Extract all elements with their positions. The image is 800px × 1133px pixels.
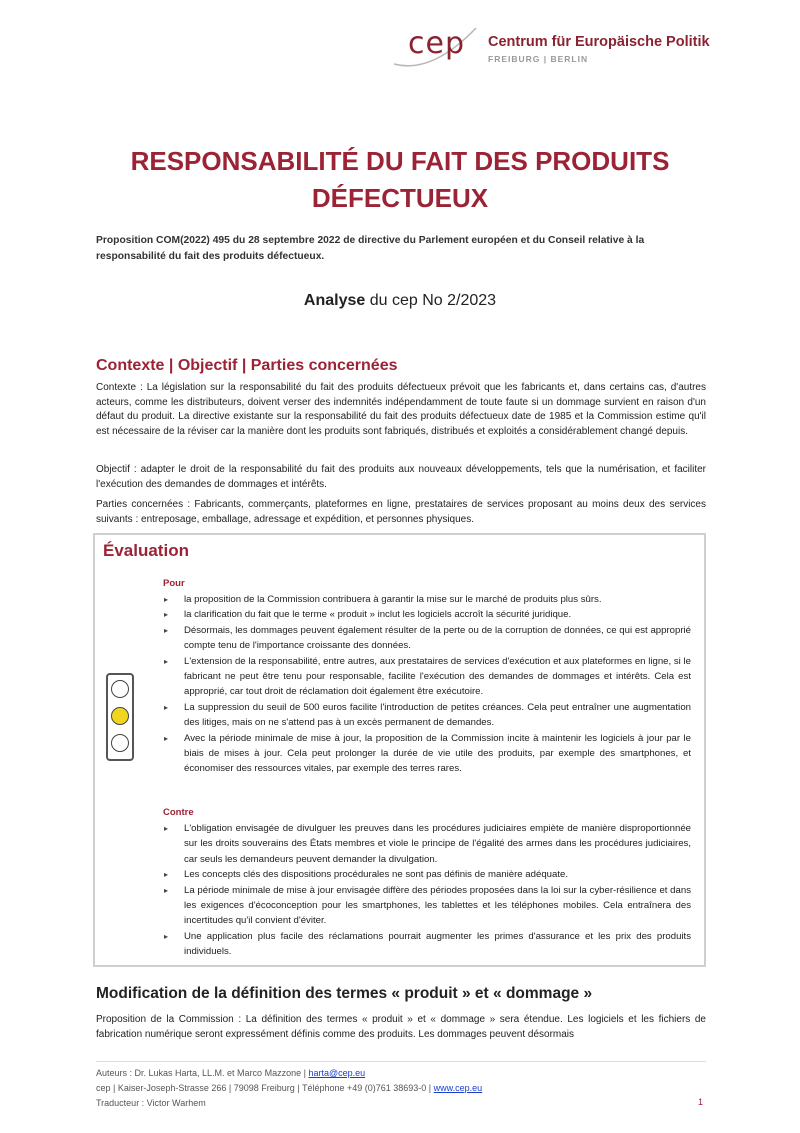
logo-word: cep	[408, 26, 465, 61]
analysis-rest: du cep No 2/2023	[365, 292, 497, 309]
page-number: 1	[698, 1097, 704, 1107]
bullet-icon: ▸	[164, 870, 169, 880]
footer	[96, 1066, 706, 1111]
bullet-icon: ▸	[164, 610, 169, 620]
org-name: Centrum für Europäische Politik	[488, 34, 710, 50]
traffic-light-icon	[106, 673, 134, 761]
bullet-icon: ▸	[164, 885, 169, 895]
footer-divider	[96, 1061, 706, 1062]
title-line-1: RESPONSABILITÉ DU FAIT DES PRODUITS	[130, 146, 670, 176]
proposal-reference: Proposition COM(2022) 495 du 28 septembre 2022 de directive du Parlement européen et du Conseil relative à la responsabilité du fait des produits défectueux.	[96, 235, 645, 262]
list-item: ▸ Une application plus facile des réclamations pourrait augmenter les primes d'assurance et les prix des produits individuels.	[164, 930, 691, 958]
list-item: ▸ la proposition de la Commission contribuera à garantir la mise sur le marché de produits plus sûrs.	[163, 592, 691, 607]
list-item: ▸ Les concepts clés des dispositions procédurales ne sont pas définis de manière adéquate.	[163, 867, 691, 882]
author-email-link[interactable]: harta@cep.eu	[308, 1068, 366, 1078]
modification-heading: Modification de la définition des termes « produit » et « dommage »	[96, 985, 593, 1002]
analysis-number	[0, 292, 800, 310]
traffic-light-top	[111, 680, 129, 698]
traffic-light-bottom	[111, 734, 129, 752]
bullet-icon: ▸	[164, 702, 169, 712]
list-item: ▸ Avec la période minimale de mise à jour, la proposition de la Commission incite à maintenir les logiciels à jour par le biais de mises à jour. Cela peut prolonger la durée de vie utile des produits, par exemple des smartphones, et économiser des ressources vitales, par exemple des terres rares.	[164, 732, 691, 775]
modification-paragraph: Proposition de la Commission : La définition des termes « produit » et « dommage » sera étendue. Les logiciels et les fichiers de fabrication numérique seront expressément définis comme des produits. Les dommages peuvent désormais	[96, 1014, 706, 1040]
bullet-icon: ▸	[164, 931, 169, 941]
evaluation-title: Évaluation	[103, 541, 189, 560]
document-title	[60, 143, 740, 217]
footer-address: cep | Kaiser-Joseph-Strasse 266 | 79098 Freiburg | Téléphone +49 (0)761 38693-0 | www.cep.eu	[96, 1083, 483, 1093]
bullet-icon: ▸	[164, 625, 169, 635]
org-cities: FREIBURG | BERLIN	[488, 54, 589, 64]
title-line-2: DÉFECTUEUX	[311, 183, 489, 213]
objectif-paragraph: Objectif : adapter le droit de la responsabilité du fait des produits aux nouveaux développements, tels que la numérisation, et faciliter l'exécution des demandes de dommages et intérêts.	[96, 464, 706, 490]
list-item: ▸ La suppression du seuil de 500 euros facilite l'introduction de petites créances. Cela peut entraîner une augmentation des litiges, mais on ne s'attend pas à un excès permanent de demandes.	[164, 701, 691, 729]
footer-translator: Traducteur : Victor Warhem	[96, 1098, 206, 1108]
list-item: ▸ L'extension de la responsabilité, entre autres, aux prestataires de services d'exécution et aux plateformes en ligne, si le fabricant ne peut être tenu pour responsable, facilite l'exécution des demandes de dommages et intérêts. Cela est approprié, car tout droit de réclamation doit également être exécutoire.	[164, 655, 691, 698]
list-item: ▸ La période minimale de mise à jour envisagée diffère des périodes proposées dans la loi sur la cyber-résilience et dans les exigences d'écoconception pour les smartphones, les tablettes et les téléphones mobiles. Cela entraînera des incertitudes qu'il convient d'éviter.	[164, 884, 691, 927]
list-item: ▸ Désormais, les dommages peuvent également résulter de la perte ou de la corruption de données, ce qui est approprié compte tenu de l'importance croissante des données.	[164, 624, 691, 652]
bullet-icon: ▸	[164, 733, 169, 743]
parties-paragraph: Parties concernées : Fabricants, commerçants, plateformes en ligne, prestataires de services proposant au moins deux des services suivants : entreposage, emballage, adressage et expédition, et personnes physiques.	[96, 499, 706, 525]
cep-logo	[392, 22, 712, 72]
pour-heading: Pour	[163, 578, 185, 589]
bullet-icon: ▸	[164, 824, 169, 833]
bullet-icon: ▸	[164, 595, 169, 604]
pour-list	[163, 592, 691, 777]
website-link[interactable]: www.cep.eu	[433, 1083, 483, 1093]
bullet-icon: ▸	[164, 656, 169, 666]
contexte-paragraph: Contexte : La législation sur la responsabilité du fait des produits défectueux prévoit que les fabricants et, dans certains cas, d'autres acteurs, comme les distributeurs, doivent verser des indemnités indépendamment de toute faute si un dommage survient en raison d'un défaut du produit. La directive existante sur la responsabilité du fait des produits défectueux date de 1985 et la Commission estime qu'il est nécessaire de la réviser car la manière dont les produits sont fabriqués, distribués et exploités a considérablement changé depuis.	[96, 382, 706, 437]
list-item: ▸ la clarification du fait que le terme « produit » inclut les logiciels accroît la sécurité juridique.	[163, 607, 691, 622]
contre-list	[163, 821, 691, 960]
evaluation-box	[93, 533, 706, 967]
analysis-bold: Analyse	[303, 292, 366, 309]
list-item: ▸ L'obligation envisagée de divulguer les preuves dans les procédures judiciaires empiète de manière disproportionnée sur les droits souverains des États membres et viole le principe de l'égalité des armes dans les procédures judiciaires, car seuls les demandeurs peuvent demander la divulgation.	[164, 823, 691, 865]
contre-heading: Contre	[163, 807, 194, 818]
traffic-light-middle-yellow	[111, 707, 129, 725]
footer-authors: Auteurs : Dr. Lukas Harta, LL.M. et Marco Mazzone | harta@cep.eu	[96, 1068, 366, 1078]
context-heading: Contexte | Objectif | Parties concernées	[96, 357, 398, 374]
